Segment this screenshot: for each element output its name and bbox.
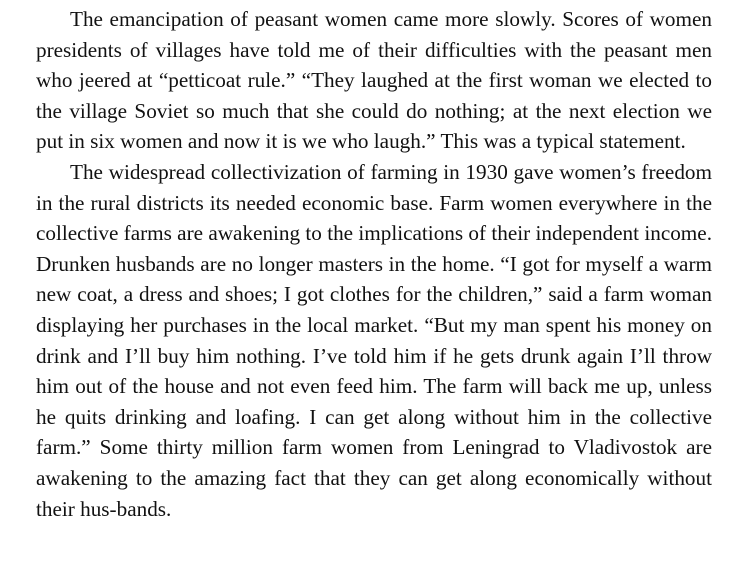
body-text-column bbox=[36, 4, 712, 524]
paragraph: The emancipation of peasant women came more slowly. Scores of women presidents of villages have told me of their difficulties with the peasant men who jeered at “petticoat rule.” “They laughed at the first woman we elected to the village Soviet so much that she could do nothing; at the next election we put in six women and now it is we who laugh.” This was a typical statement. bbox=[36, 7, 712, 154]
paragraph: The widespread collectivization of farming in 1930 gave women’s freedom in the rural districts its needed economic base. Farm women everywhere in the collective farms are awakening to the implications of their independent income. Drunken husbands are no longer masters in the home. “I got for myself a warm new coat, a dress and shoes; I got clothes for the children,” said a farm woman displaying her purchases in the local market. “But my man spent his money on drink and I’ll buy him nothing. I’ve told him if he gets drunk again I’ll throw him out of the house and not even feed him. The farm will back me up, unless he quits drinking and loafing. I can get along without him in the collective farm.” Some thirty million farm women from Leningrad to Vladivostok are awakening to the amazing fact that they can get along economically without their hus-bands. bbox=[36, 159, 712, 521]
